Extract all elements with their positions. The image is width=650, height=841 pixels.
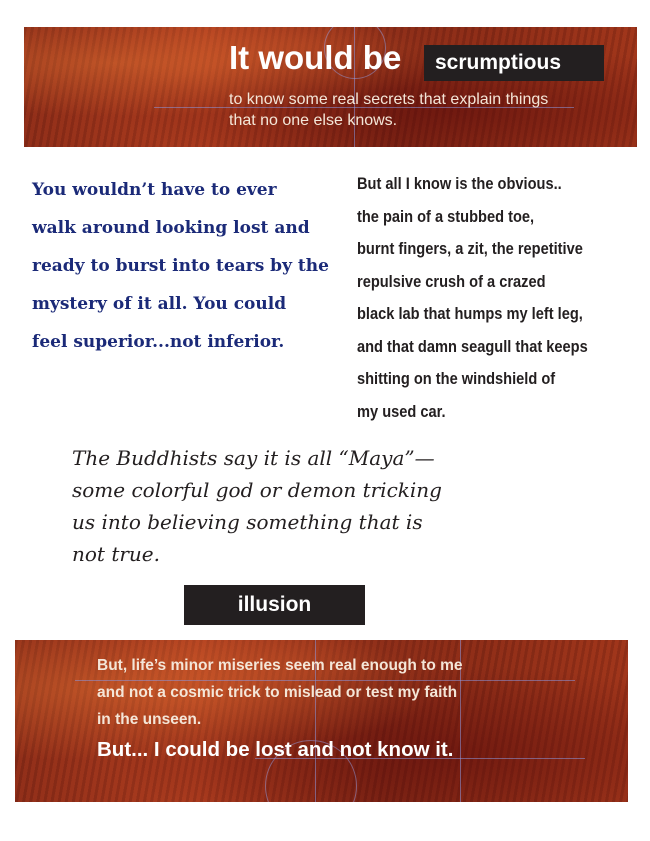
right-column-line: burnt fingers, a zit, the repetitive — [357, 239, 583, 258]
bottom-body-line: But, life’s minor miseries seem real enough to me — [97, 657, 463, 674]
bottom-body-line: and not a cosmic trick to mislead or test my faith — [97, 684, 458, 701]
right-column-line: But all I know is the obvious.. — [357, 174, 562, 193]
tag-illusion: illusion — [184, 585, 365, 625]
right-column-line: repulsive crush of a crazed — [357, 271, 546, 291]
headline: It would be — [229, 39, 402, 76]
closing-line: But... I could be lost and not know it. — [97, 738, 454, 761]
left-column-line: walk around looking lost and — [32, 218, 310, 238]
banner-subtext-line: to know some real secrets that explain things — [229, 91, 549, 108]
left-column-line: ready to burst into tears by the — [32, 256, 329, 276]
script-line: us into believing something that is — [72, 510, 423, 534]
left-column-line: mystery of it all. You could — [32, 294, 287, 314]
script-passage — [72, 442, 442, 570]
script-line: The Buddhists say it is all “Maya”— — [72, 446, 435, 470]
left-column-text — [32, 171, 342, 361]
banner-subtext — [229, 89, 548, 131]
script-line: some colorful god or demon tricking — [72, 478, 442, 502]
top-banner — [24, 27, 637, 147]
bottom-banner — [15, 640, 628, 802]
right-column-line: black lab that humps my left leg, — [357, 304, 583, 323]
bottom-body — [97, 652, 463, 733]
right-column-text — [357, 168, 602, 428]
right-column-line: the pain of a stubbed toe, — [357, 206, 535, 226]
tag-scrumptious: scrumptious — [424, 45, 604, 81]
script-line: not true. — [72, 542, 160, 566]
right-column-line: and that damn seagull that keeps — [357, 336, 588, 356]
left-column-line: feel superior...not inferior. — [32, 332, 285, 352]
banner-subtext-line: that no one else knows. — [229, 112, 398, 129]
right-column-line: shitting on the windshield of — [357, 369, 556, 388]
left-column-line: You wouldn’t have to ever — [32, 180, 277, 200]
bottom-body-line: in the unseen. — [97, 711, 202, 728]
right-column-line: my used car. — [357, 401, 446, 421]
